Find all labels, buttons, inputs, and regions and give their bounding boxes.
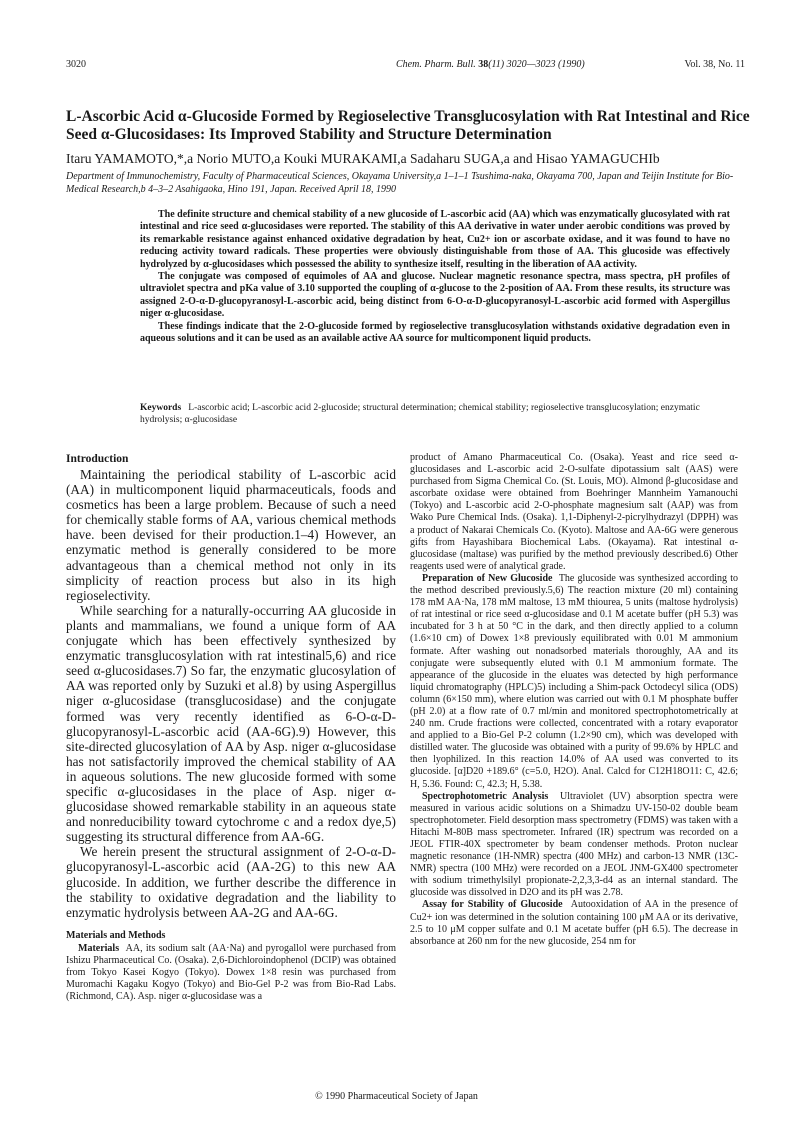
preparation-paragraph [410, 573, 738, 791]
affiliation: Department of Immunochemistry, Faculty of Pharmaceutical Sciences, Okayama University,a 1–1–1 Tsushima-naka, Okayama 700, Japan and Teijin Institute for Bio-Medical Research,b 4–3–2 Asahigaoka, Hino 191, Japan. Received April 18, 1990 [66, 171, 734, 195]
volume-issue: Vol. 38, No. 11 [684, 59, 745, 70]
introduction-heading: Introduction [66, 453, 129, 465]
journal-name: Chem. Pharm. Bull. [396, 59, 476, 70]
materials-text: AA, its sodium salt (AA·Na) and pyrogallol were purchased from Ishizu Pharmaceutical Co. (Osaka). 2,6-Dichloroindophenol (DCIP) was obtained from Tokyo Kasei Kogyo (Tokyo). Dowex 1×8 resin was purchased from Muromachi Kagaku Kogyo (Tokyo) and Bio-Gel P-2 was from Bio-Rad Labs. (Richmond, CA). Asp. niger α-glucosidase was a [66, 942, 396, 1003]
running-header [66, 58, 745, 72]
journal-pages: (11) 3020—3023 (1990) [488, 59, 585, 70]
intro-paragraph: While searching for a naturally-occurring AA glucoside in plants and mammalians, we found a unique form of AA conjugate which has been effectively synthesized by enzymatic transglucosylation with rat intestinal5,6) and rice seed α-glucosidases.7) So far, the enzymatic glucosylation of AA was reported only by Suzuki et al.8) by using Aspergillus niger α-glucosidase (transglucosidase) and the conjugate formed was very recently identified as 6-O-α-D-glucopyranosyl-L-ascorbic acid (AA-6G).9) However, this site-directed glucosylation of AA by Asp. niger α-glucosidase has not satisfactorily improved the chemical stability of AA in aqueous solutions. The new glucoside formed with some specific α-glucosidases in the place of Asp. niger α-glucosidase showed remarkable stability in an aqueous state and nonreducibility toward cytochrome c and a redox dye,5) suggesting its structural difference from AA-6G. [66, 602, 396, 845]
left-column [66, 452, 396, 1003]
author-list: Itaru YAMAMOTO,*,a Norio MUTO,a Kouki MURAKAMI,a Sadaharu SUGA,a and Hisao YAMAGUCHIb [66, 151, 660, 166]
keywords [140, 402, 730, 426]
methods-heading: Materials and Methods [66, 929, 166, 941]
abstract-paragraph: The definite structure and chemical stability of a new glucoside of L-ascorbic acid (AA) which was enzymatically glucosylated with rat intestinal and rice seed α-glucosidases were reported. The stability of this AA derivative in water under aerobic conditions was proved by its remarkable resistance against enhanced oxidative degradation by heat, Cu2+ ion or ascorbate oxidase, and it was found to have no reducing activity toward radicals. These properties were obviously distinguishable from those of AA. This glucoside was effectively hydrolyzed by α-glucosidases which possessed the ability to synthesize itself, resulting in the liberation of AA activity. [140, 209, 730, 270]
materials-continuation: product of Amano Pharmaceutical Co. (Osaka). Yeast and rice seed α-glucosidases and L-ascorbic acid 2-O-sulfate dipotassium salt (AAS) were purchased from Sigma Chemical Co. (St. Louis, MO). Almond β-glucosidase and ascorbate oxidase were obtained from Boehringer Mannheim Yamanouchi (Tokyo) and L-ascorbic acid 2-O-phosphate magnesium salt (AAP) was from Wako Pure Chemical Inds. (Osaka). 1,1-Diphenyl-2-picrylhydrazyl (DPPH) was a product of Nakarai Chemicals Co. (Kyoto). Maltose and AA-6G were generous gifts from Hayashibara Biochemical Labs. (Okayama). Rat intestinal α-glucosidase (maltase) was purified by the method previously described.6) Other reagents used were of analytical grade. [410, 452, 738, 572]
spectro-text: Ultraviolet (UV) absorption spectra were measured in various acidic solutions on a Shimadzu UV-150-02 double beam spectrophotometer. Field desorption mass spectrometry (FDMS) was taken with a Hitachi M-80B mass spectrometer. Infrared (IR) spectrum was recorded on a JEOL FTIR-40X spectrometer by beam condenser methods. Proton nuclear magnetic resonance (1H-NMR) spectra (400 MHz) and carbon-13 NMR (13C-NMR) spectra (100 MHz) were recorded on a JEOL JNM-GX400 spectrometer with sodium trimethylsilyl propionate-2,2,3,3-d4 as an internal standard. The glucoside was dissolved in D2O and its pH was 2.78. [410, 790, 738, 899]
assay-label: Assay for Stability of Glucoside [422, 899, 563, 911]
copyright-notice: © 1990 Pharmaceutical Society of Japan [315, 1091, 478, 1102]
journal-volume: 38 [478, 59, 489, 70]
intro-paragraph: We herein present the structural assignment of 2-O-α-D-glucopyranosyl-L-ascorbic acid (AA-2G) to this new AA glucoside. In addition, we further describe the difference in the stability to oxidative degradation and the liability to enzymatic hydrolysis between AA-2G and AA-6G. [66, 844, 396, 920]
abstract-paragraph: The conjugate was composed of equimoles of AA and glucose. Nuclear magnetic resonance spectra, mass spectra, pH profiles of ultraviolet spectra and pKa value of 3.10 supported the coupling of α-glucose to the 2-position of AA. From these results, its structure was assigned 2-O-α-D-glucopyranosyl-L-ascorbic acid, being distinct from 6-O-α-D-glucopyranosyl-L-ascorbic acid formed with Aspergillus niger α-glucosidase. [140, 271, 730, 320]
page-number: 3020 [66, 59, 86, 70]
spectro-label: Spectrophotometric Analysis [422, 790, 549, 802]
intro-paragraph: Maintaining the periodical stability of L-ascorbic acid (AA) in multicomponent liquid pharmaceuticals, foods and cosmetics has been a large problem. Because of such a need for chemically stable forms of AA, various chemical methods have. been devised for their production.1–4) However, an enzymatic method is generally considered to be more advantageous than a chemical method not only in its simplicity of reaction process but also in its high regioselectivity. [66, 467, 396, 603]
journal-citation [396, 58, 585, 72]
preparation-label: Preparation of New Glucoside [422, 572, 553, 584]
preparation-text: The glucoside was synthesized according to the method described previously.5,6) The reaction mixture (20 ml) containing 178 mM AA·Na, 178 mM maltose, 13 mM thiourea, 5 units (maltose hydrolysis) of rat intestinal or rice seed α-glucosidase and 0.1 M acetate buffer (pH 5.3) was incubated for 3 h at 50 °C in the dark, and then directly applied to a column (1.6×10 cm) of Dowex 1×8 previously equilibrated with 0.01 M ammonium formate. After washing out nonadsorbed materials thoroughly, AA and its conjugate were subsequently eluted with 0.1 M ammonium formate. The appearance of the glucoside in the eluates was detected by high performance liquid chromatography (HPLC)5) including a Shim-pack Octodecyl silica (ODS) column (6×150 mm), where elution was carried out with 0.1 M phosphate buffer (pH 2.0) at a flow rate of 0.7 ml/min and monitored spectrophotometrically at 240 nm. Crude fractions were collected, concentrated with a rotary evaporator and applied to a Bio-Gel P-2 column (1.2×90 cm), which was developed with distilled water. The glucoside was obtained with a purity of 99.6% by HPLC and then lyophilized. In this reaction 14.0% of AA used was converted to its glucoside. [α]D20 +189.6° (c=5.0, H2O). Anal. Calcd for C12H18O11: C, 42.6; H, 5.36. Found: C, 42.3; H, 5.38. [410, 572, 738, 790]
assay-paragraph [410, 899, 738, 947]
right-column [410, 452, 738, 948]
assay-text: Autooxidation of AA in the presence of Cu2+ ion was determined in the solution containing 100 μM AA or its derivative, 2.5 to 10 μM copper sulfate and 0.1 M acetate buffer (pH 6.5). The decrease in absorbance at 260 nm for the new glucoside, 254 nm for [410, 899, 738, 947]
article-title: L-Ascorbic Acid α-Glucoside Formed by Regioselective Transglucosylation with Rat Intestinal and Rice Seed α-Glucosidases: Its Improved Stability and Structure Determination [66, 108, 750, 143]
keywords-label: Keywords [140, 403, 182, 413]
materials-label: Materials [78, 942, 120, 954]
keywords-text: L-ascorbic acid; L-ascorbic acid 2-glucoside; structural determination; chemical stability; regioselective transglucosylation; enzymatic hydrolysis; α-glucosidase [140, 403, 700, 425]
materials-paragraph [66, 943, 396, 1003]
methods-body-left [66, 943, 396, 1003]
abstract [140, 209, 730, 345]
abstract-paragraph: These findings indicate that the 2-O-glucoside formed by regioselective transglucosylation withstands oxidative degradation even in aqueous solutions and it can be used as an available active AA source for multicomponent liquid products. [140, 320, 730, 345]
introduction-body [66, 467, 396, 920]
spectro-paragraph [410, 791, 738, 900]
